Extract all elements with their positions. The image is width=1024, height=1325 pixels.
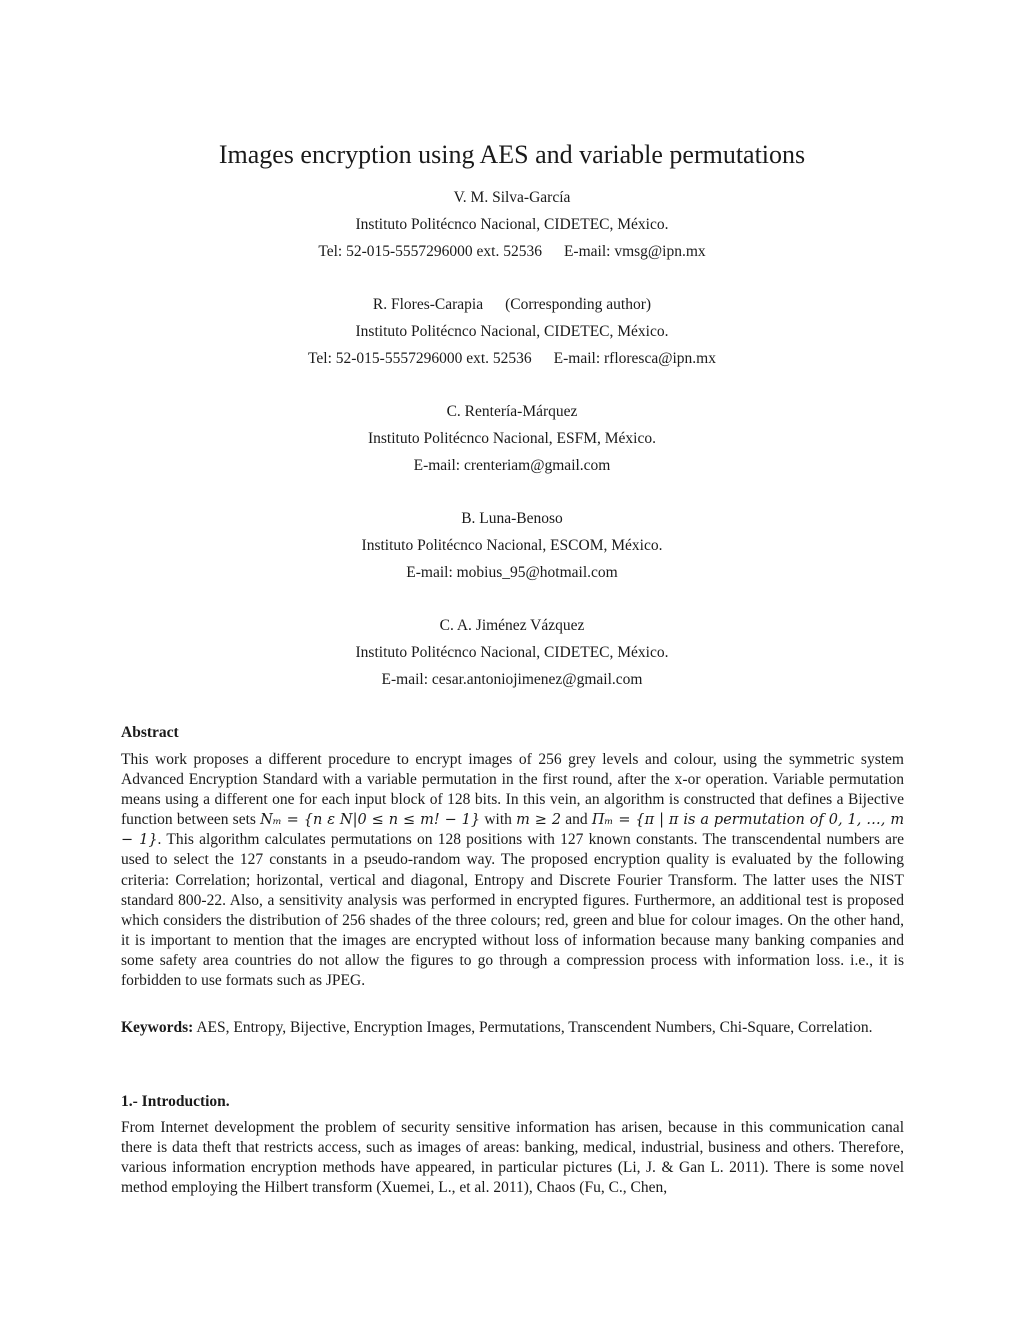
author-affiliation: Instituto Politécnco Nacional, CIDETEC, México. <box>355 216 669 233</box>
keywords-label: Keywords: <box>121 1019 194 1036</box>
author-email: E-mail: mobius_95@hotmail.com <box>406 564 618 581</box>
math-set-nm: Nₘ = {n ε N|0 ≤ n ≤ m! − 1} <box>260 812 481 829</box>
abstract-paragraph <box>121 750 904 991</box>
author-email: E-mail: rfloresca@ipn.mx <box>553 350 716 367</box>
author-affiliation: Instituto Politécnco Nacional, ESFM, México. <box>367 430 656 447</box>
author-contact <box>0 242 1024 262</box>
author-affiliation: Instituto Politécnco Nacional, ESCOM, México. <box>361 537 663 554</box>
keywords-paragraph <box>121 1018 904 1038</box>
author-contact <box>0 349 1024 369</box>
math-set-pim: Πₘ = {π | π is a permutation of 0, 1, …, m − 1} <box>121 812 905 849</box>
author-email: E-mail: crenteriam@gmail.com <box>413 457 611 474</box>
abstract-text: . This algorithm calculates permutations on 128 positions with 127 known constants. The transcendental numbers are used to select the 127 constants in a pseudo-random way. The proposed encryption quality is evaluated by the following criteria: Correlation; horizontal, vertical and diagonal, Entropy and Discrete Fourier Transform. The latter uses the NIST standard 800-22. Also, a sensitivity analysis was performed in encrypted figures. Furthermore, an additional test is proposed which considers the distribution of 256 shades of the three colours; red, green and blue for colour images. On the other hand, it is important to mention that the images are encrypted without loss of information because many banking companies and some safety area countries do not allow the figures to go through a compression process with information loss. i.e., it is forbidden to use formats such as JPEG. <box>121 831 904 990</box>
intro-heading: 1.- Introduction. <box>121 1093 230 1110</box>
author-name: B. Luna-Benoso <box>461 510 563 527</box>
keywords-text: AES, Entropy, Bijective, Encryption Images, Permutations, Transcendent Numbers, Chi-Square, Correlation. <box>193 1019 873 1036</box>
abstract-text: This work proposes a different procedure to encrypt images of 256 grey levels and colour, using the symmetric system Advanced Encryption Standard with a variable permutation in the first round, after the x-or operation. Variable permutation means using a different one for each input block of 128 bits. In this vein, an algorithm is constructed that defines a Bijective function between sets <box>121 751 904 829</box>
author-email: E-mail: vmsg@ipn.mx <box>563 243 706 260</box>
intro-paragraph: From Internet development the problem of security sensitive information has arisen, because in this communication canal there is data theft that restricts access, such as images of areas: banking, medical, industrial, business and others. Therefore, various information encryption methods have appeared, in particular pictures (Li, J. & Gan L. 2011). There is some novel method employing the Hilbert transform (Xuemei, L., et al. 2011), Chaos (Fu, C., Chen, <box>121 1119 904 1197</box>
author-email: E-mail: cesar.antoniojimenez@gmail.com <box>381 671 643 688</box>
author-tel: Tel: 52-015-5557296000 ext. 52536 <box>318 243 542 260</box>
author-note: (Corresponding author) <box>505 296 652 313</box>
author-affiliation: Instituto Politécnco Nacional, CIDETEC, México. <box>355 644 669 661</box>
paper-title: Images encryption using AES and variable permutations <box>218 140 806 169</box>
author-tel: Tel: 52-015-5557296000 ext. 52536 <box>308 350 532 367</box>
math-m-condition: m ≥ 2 <box>516 812 562 829</box>
abstract-heading: Abstract <box>121 724 179 741</box>
author-name-line <box>0 295 1024 315</box>
abstract-text: with <box>484 811 512 829</box>
abstract-text: and <box>565 811 588 829</box>
author-affiliation: Instituto Politécnco Nacional, CIDETEC, México. <box>355 323 669 340</box>
author-name: V. M. Silva-García <box>453 189 571 206</box>
author-name: C. A. Jiménez Vázquez <box>439 617 585 634</box>
author-name: R. Flores-Carapia <box>372 296 484 313</box>
author-name: C. Rentería-Márquez <box>446 403 578 420</box>
